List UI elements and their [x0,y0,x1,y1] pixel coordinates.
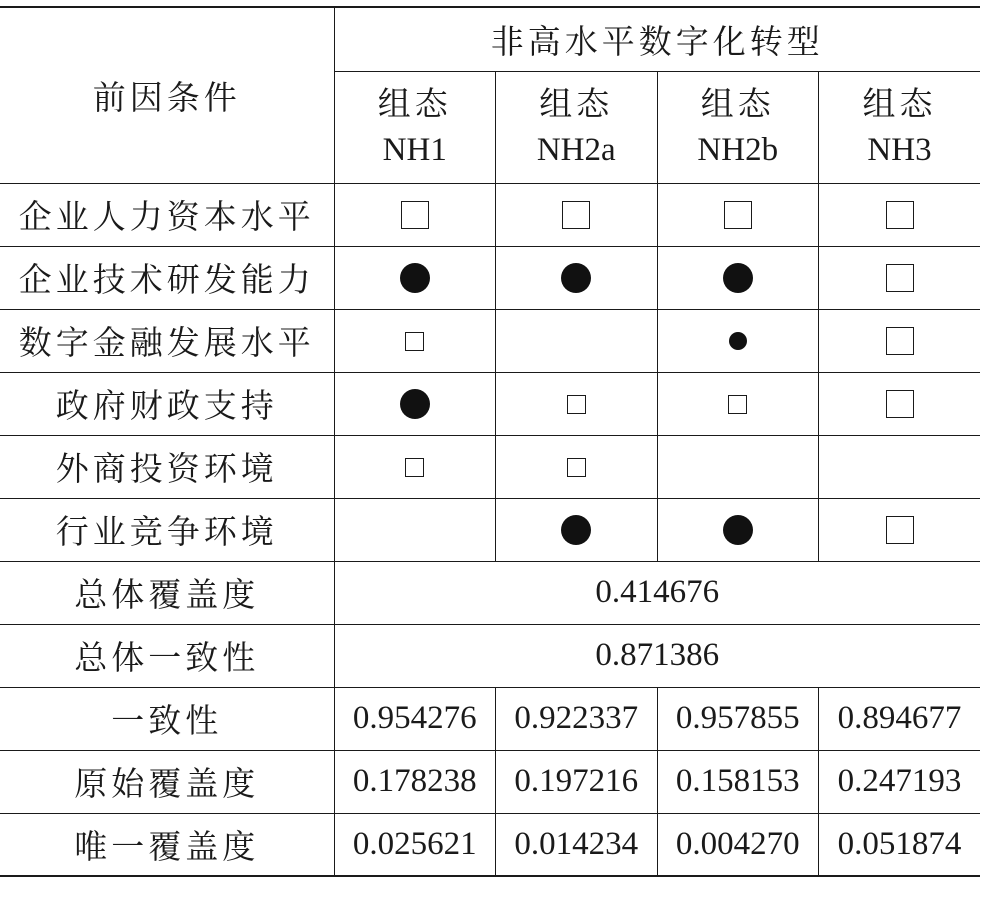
peripheral-absent-square-icon [405,332,424,351]
config-id: NH1 [382,132,447,168]
config-label: 组态 [700,84,775,123]
metric-row-unique-coverage [0,813,980,876]
outcome-header: 非高水平数字化转型 [334,7,980,71]
condition-cell [496,435,658,498]
condition-cell [334,372,496,435]
condition-cell [334,498,496,561]
condition-cell [819,183,981,246]
configuration-table [0,6,980,877]
condition-cell [334,309,496,372]
core-present-circle-icon [561,263,591,293]
condition-row [0,372,980,435]
overall-consistency-row [0,624,980,687]
config-id: NH3 [867,132,932,168]
config-label: 组态 [377,84,452,123]
overall-consistency-label: 总体一致性 [0,624,334,687]
condition-cell [334,435,496,498]
core-absent-square-icon [886,264,914,292]
core-absent-square-icon [886,516,914,544]
metric-label: 原始覆盖度 [0,750,334,813]
condition-row [0,183,980,246]
condition-cell [334,246,496,309]
config-header-nh1 [334,71,496,183]
metric-row-raw-coverage [0,750,980,813]
core-absent-square-icon [886,327,914,355]
metric-label: 一致性 [0,687,334,750]
metric-value: 0.957855 [657,687,819,750]
condition-row [0,435,980,498]
condition-cell [496,498,658,561]
peripheral-absent-square-icon [567,395,586,414]
condition-name: 企业人力资本水平 [0,183,334,246]
config-id: NH2b [697,132,779,168]
config-header-nh2b [657,71,819,183]
core-absent-square-icon [562,201,590,229]
overall-coverage-value: 0.414676 [334,561,980,624]
condition-cell [496,372,658,435]
core-absent-square-icon [401,201,429,229]
header-row-outcome [0,7,980,71]
condition-cell [657,309,819,372]
condition-name: 外商投资环境 [0,435,334,498]
condition-row [0,246,980,309]
condition-name: 企业技术研发能力 [0,246,334,309]
condition-cell [657,498,819,561]
metric-value: 0.014234 [496,813,658,876]
condition-cell [657,435,819,498]
condition-cell [819,309,981,372]
condition-name: 数字金融发展水平 [0,309,334,372]
overall-consistency-value: 0.871386 [334,624,980,687]
condition-row [0,498,980,561]
core-absent-square-icon [886,390,914,418]
condition-cell [496,246,658,309]
config-header-nh2a [496,71,658,183]
condition-cell [657,183,819,246]
core-absent-square-icon [724,201,752,229]
condition-cell [657,246,819,309]
condition-cell [819,372,981,435]
config-label: 组态 [862,84,937,123]
metric-value: 0.197216 [496,750,658,813]
metric-value: 0.004270 [657,813,819,876]
overall-coverage-row [0,561,980,624]
antecedent-header: 前因条件 [0,7,334,183]
config-id: NH2a [536,132,616,168]
config-label: 组态 [539,84,614,123]
metric-row-consistency [0,687,980,750]
core-absent-square-icon [886,201,914,229]
condition-cell [819,498,981,561]
condition-cell [334,183,496,246]
metric-value: 0.158153 [657,750,819,813]
core-present-circle-icon [723,515,753,545]
config-header-nh3 [819,71,981,183]
condition-cell [819,246,981,309]
peripheral-absent-square-icon [405,458,424,477]
metric-value: 0.247193 [819,750,981,813]
metric-value: 0.025621 [334,813,496,876]
core-present-circle-icon [723,263,753,293]
core-present-circle-icon [400,263,430,293]
condition-name: 行业竞争环境 [0,498,334,561]
metric-value: 0.922337 [496,687,658,750]
condition-name: 政府财政支持 [0,372,334,435]
peripheral-absent-square-icon [728,395,747,414]
condition-cell [657,372,819,435]
condition-cell [496,183,658,246]
condition-row [0,309,980,372]
metric-value: 0.178238 [334,750,496,813]
condition-cell [819,435,981,498]
core-present-circle-icon [561,515,591,545]
condition-cell [496,309,658,372]
core-present-circle-icon [400,389,430,419]
metric-value: 0.954276 [334,687,496,750]
peripheral-absent-square-icon [567,458,586,477]
metric-value: 0.894677 [819,687,981,750]
peripheral-present-circle-icon [729,332,747,350]
overall-coverage-label: 总体覆盖度 [0,561,334,624]
metric-label: 唯一覆盖度 [0,813,334,876]
metric-value: 0.051874 [819,813,981,876]
